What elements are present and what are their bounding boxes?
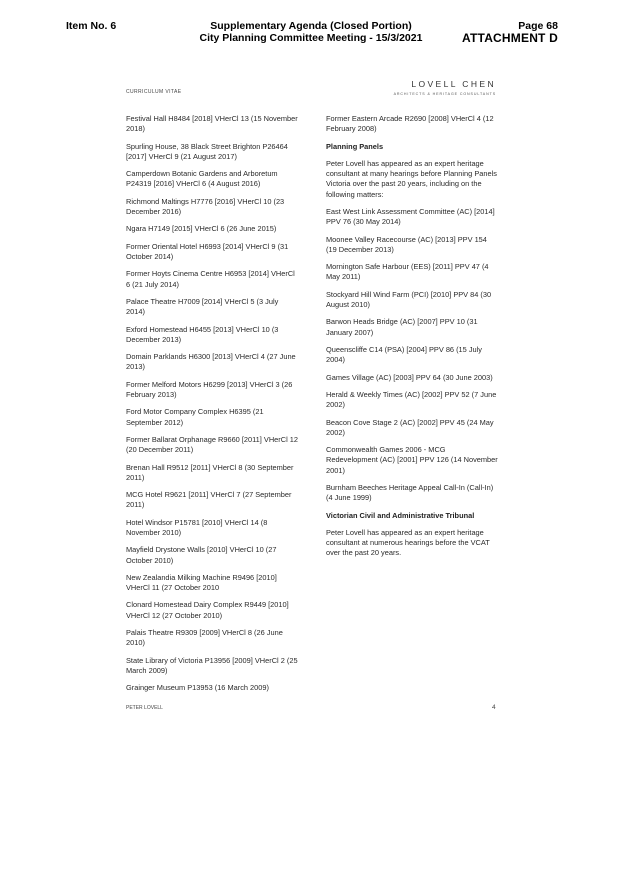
list-item: Clonard Homestead Dairy Complex R9449 [2010] VHerCl 12 (27 October 2010) <box>126 600 289 620</box>
list-item: Brenan Hall R9512 [2011] VHerCl 8 (30 September 2011) <box>126 462 294 482</box>
list-item: Former Hoyts Cinema Centre H6953 [2014] VHerCl 6 (21 July 2014) <box>126 269 295 289</box>
planning-panels-intro: Peter Lovell has appeared as an expert heritage consultant at many hearings before Planning Panels Victoria over the past 20 years, including on the following matters: <box>326 158 497 199</box>
list-item: MCG Hotel R9621 [2011] VHerCl 7 (27 September 2011) <box>126 490 292 510</box>
list-item: East West Link Assessment Committee (AC) [2014] PPV 76 (30 May 2014) <box>326 206 495 227</box>
right-column <box>326 114 498 566</box>
list-item: Beacon Cove Stage 2 (AC) [2002] PPV 45 (24 May 2002) <box>326 417 494 437</box>
list-item: Games Village (AC) [2003] PPV 64 (30 June 2003) <box>326 372 493 382</box>
agenda-header <box>160 20 462 44</box>
planning-panels-heading: Planning Panels <box>326 141 384 151</box>
list-item: Mornington Safe Harbour (EES) [2011] PPV 47 (4 May 2011) <box>326 262 489 282</box>
list-item: Barwon Heads Bridge (AC) [2007] PPV 10 (31 January 2007) <box>326 317 478 337</box>
attachment-label: ATTACHMENT D <box>462 31 558 45</box>
list-item: Ford Motor Company Complex H6395 (21 September 2012) <box>126 407 264 427</box>
list-item: Camperdown Botanic Gardens and Arboretum P24319 [2016] VHerCl 6 (4 August 2016) <box>126 169 278 189</box>
list-item: State Library of Victoria P13956 [2009] VHerCl 2 (25 March 2009) <box>126 655 298 675</box>
list-item: Palace Theatre H7009 [2014] VHerCl 5 (3 July 2014) <box>126 296 279 317</box>
list-item: Stockyard Hill Wind Farm (PCI) [2010] PPV 84 (30 August 2010) <box>326 289 492 309</box>
list-item: Former Melford Motors H6299 [2013] VHerCl 3 (26 February 2013) <box>126 379 293 399</box>
list-item: Commonwealth Games 2006 - MCG Redevelopment (AC) [2001] PPV 126 (14 November 2001) <box>326 445 498 475</box>
list-item: New Zealandia Milking Machine R9496 [2010] VHerCl 11 (27 October 2010 <box>126 572 277 593</box>
list-item: Mayfield Drystone Walls [2010] VHerCl 10 (27 October 2010) <box>126 545 277 565</box>
list-item: Former Eastern Arcade R2690 [2008] VHerCl 4 (12 February 2008) <box>326 114 494 134</box>
list-item: Exford Homestead H6455 [2013] VHerCl 10 (3 December 2013) <box>126 324 279 344</box>
list-item: Moonee Valley Racecourse (AC) [2013] PPV 154 (19 December 2013) <box>326 234 487 254</box>
logo-name: LOVELL CHEN <box>411 79 496 89</box>
item-number: Item No. 6 <box>66 20 117 32</box>
meeting-title: City Planning Committee Meeting - 15/3/2021 <box>199 32 423 44</box>
list-item: Richmond Maltings H7776 [2016] VHerCl 10 (23 December 2016) <box>126 196 285 216</box>
list-item: Grainger Museum P13953 (16 March 2009) <box>126 683 269 693</box>
cv-label: CURRICULUM VITAE <box>126 89 182 95</box>
list-item: Spurling House, 38 Black Street Brighton P26464 [2017] VHerCl 9 (21 August 2017) <box>126 141 288 161</box>
list-item: Palais Theatre R9309 [2009] VHerCl 8 (26 June 2010) <box>126 628 283 648</box>
list-item: Queenscliffe C14 (PSA) [2004] PPV 86 (15 July 2004) <box>326 344 482 365</box>
list-item: Former Oriental Hotel H6993 [2014] VHerCl 9 (31 October 2014) <box>126 241 289 261</box>
footer-page-number: 4 <box>492 704 496 711</box>
logo-tagline: ARCHITECTS & HERITAGE CONSULTANTS <box>393 92 496 96</box>
page-reference <box>462 20 558 45</box>
list-item: Former Ballarat Orphanage R9660 [2011] VHerCl 12 (20 December 2011) <box>126 434 298 455</box>
agenda-title: Supplementary Agenda (Closed Portion) <box>210 20 412 32</box>
left-column <box>126 114 298 701</box>
list-item: Hotel Windsor P15781 [2010] VHerCl 14 (8 November 2010) <box>126 517 268 537</box>
list-item: Domain Parklands H6300 [2013] VHerCl 4 (27 June 2013) <box>126 352 296 372</box>
company-logo <box>394 79 496 96</box>
page-label: Page 68 <box>518 20 558 32</box>
list-item: Burnham Beeches Heritage Appeal Call-In (Call-In) (4 June 1999) <box>326 482 494 503</box>
list-item: Ngara H7149 [2015] VHerCl 6 (26 June 2015) <box>126 224 277 234</box>
footer-author: PETER LOVELL <box>126 705 163 711</box>
list-item: Festival Hall H8484 [2018] VHerCl 13 (15 November 2018) <box>126 114 298 134</box>
vcat-heading: Victorian Civil and Administrative Tribunal <box>326 510 475 520</box>
list-item: Herald & Weekly Times (AC) [2002] PPV 52 (7 June 2002) <box>326 389 497 410</box>
vcat-intro: Peter Lovell has appeared as an expert heritage consultant at numerous hearings before the VCAT over the past 20 years. <box>326 527 490 558</box>
